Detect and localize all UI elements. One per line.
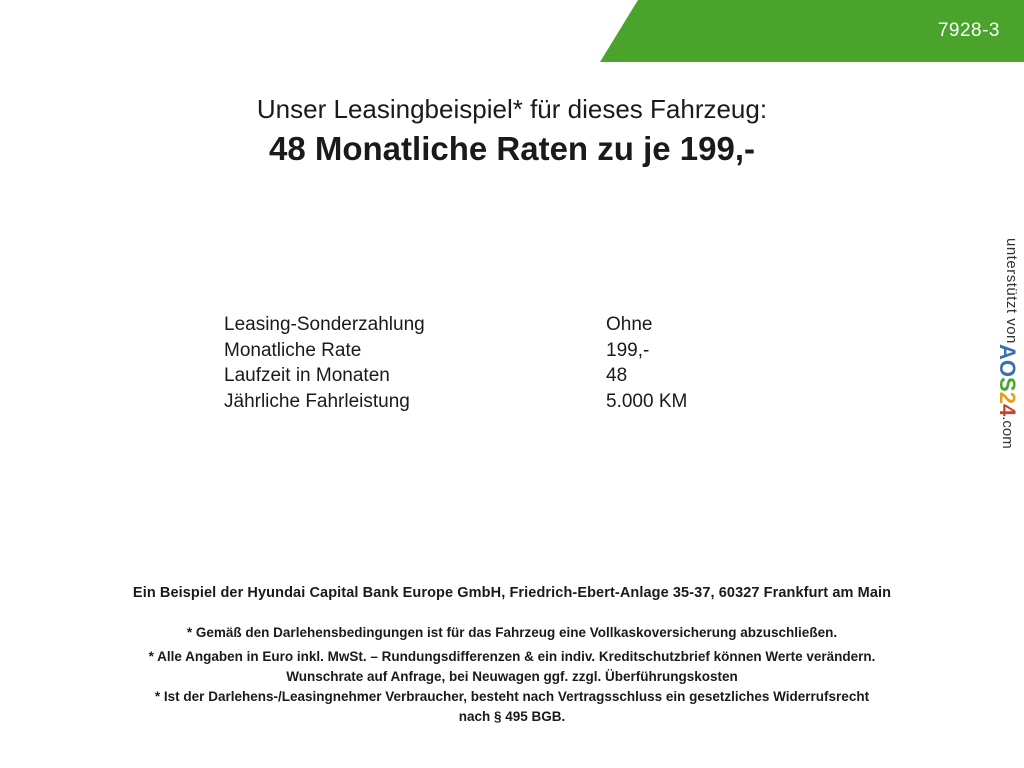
page-header xyxy=(0,0,1024,62)
aos-letter-2: 2 xyxy=(995,391,1020,404)
aos-domain-suffix: .com xyxy=(999,416,1016,449)
detail-value: 48 xyxy=(606,365,628,386)
title-subheading: Unser Leasingbeispiel* für dieses Fahrzeug: xyxy=(256,94,768,124)
title-heading: 48 Monatliche Raten zu je 199,- xyxy=(269,130,755,167)
legal-line-5: nach § 495 BGB. xyxy=(458,709,566,724)
aos-letter-o: O xyxy=(995,359,1020,377)
detail-label: Monatliche Rate xyxy=(224,339,362,361)
aos24-logo xyxy=(994,344,1020,449)
detail-label: Jährliche Fahrleistung xyxy=(224,390,410,412)
detail-label: Laufzeit in Monaten xyxy=(224,365,390,386)
detail-label: Leasing-Sonderzahlung xyxy=(224,314,425,335)
page-title xyxy=(0,92,1024,170)
supported-by-sidebar xyxy=(990,238,1020,538)
brand-logo xyxy=(38,13,287,47)
legal-line-4: * Ist der Darlehens-/Leasingnehmer Verbraucher, besteht nach Vertragsschluss ein gesetzliches Widerrufsrecht xyxy=(154,689,870,704)
detail-value: 5.000 KM xyxy=(606,390,688,412)
document-serial-number: 7928-3 xyxy=(937,20,1000,41)
legal-line-1: * Gemäß den Darlehensbedingungen ist für das Fahrzeug eine Vollkaskoversicherung abzuschließen. xyxy=(186,625,838,640)
bank-disclosure: Ein Beispiel der Hyundai Capital Bank Europe GmbH, Friedrich-Ebert-Anlage 35-37, 60327 Frankfurt am Main xyxy=(132,585,892,601)
table-row xyxy=(224,363,784,389)
table-row xyxy=(224,338,784,364)
legal-line-2: * Alle Angaben in Euro inkl. MwSt. – Rundungsdifferenzen & ein indiv. Kreditschutzbrief können Werte verändern. xyxy=(148,649,876,664)
brand-name-second: GRAF xyxy=(194,13,288,46)
table-row xyxy=(224,389,784,415)
detail-value: Ohne xyxy=(606,314,653,335)
aos-letter-s: S xyxy=(995,376,1020,392)
detail-value: 199,- xyxy=(606,339,650,361)
clover-icon xyxy=(158,18,184,44)
supported-by-label: unterstützt von xyxy=(1003,238,1020,344)
aos-letter-4: 4 xyxy=(995,403,1020,417)
brand-name-first: FESER xyxy=(38,13,149,46)
legal-disclaimer xyxy=(0,623,1024,727)
table-row xyxy=(224,312,784,338)
aos-letter-a: A xyxy=(995,343,1020,360)
leasing-details-table xyxy=(224,312,784,414)
legal-line-3: Wunschrate auf Anfrage, bei Neuwagen ggf. zzgl. Überführungskosten xyxy=(286,669,738,684)
